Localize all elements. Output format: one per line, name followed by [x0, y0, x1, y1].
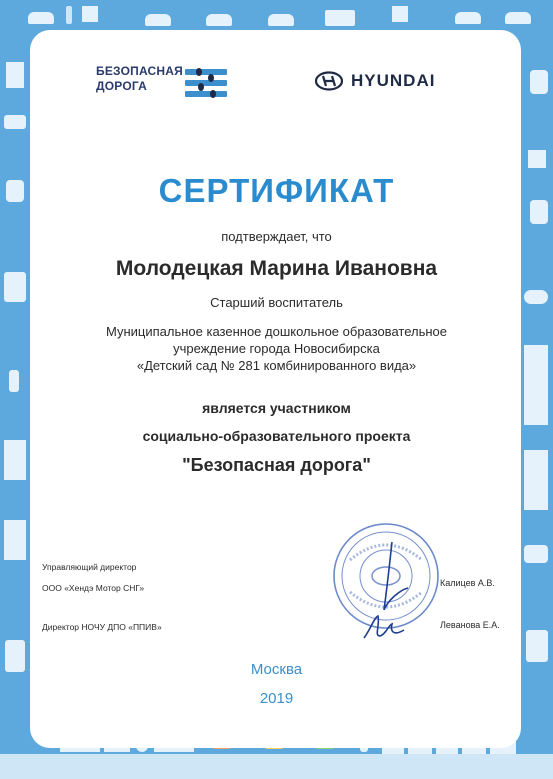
- car-icon: [268, 14, 294, 26]
- participant-text: является участником: [202, 400, 351, 416]
- ground-strip: [0, 754, 553, 779]
- recipient-name: Молодецкая Марина Ивановна: [115, 257, 438, 280]
- signer1-name: Калицев А.В.: [440, 578, 495, 588]
- certificate-sheet: [30, 30, 521, 748]
- project-logo: [96, 64, 183, 94]
- bus-icon: [4, 115, 26, 129]
- car-icon: [505, 12, 531, 24]
- tractor-icon: [524, 545, 548, 563]
- signer1-title-line2: ООО «Хендэ Мотор СНГ»: [42, 583, 145, 593]
- recipient-position: Старший воспитатель: [210, 295, 343, 310]
- signer1-title-line1: Управляющий директор: [42, 562, 137, 572]
- project-type: социально-образовательного проекта: [142, 428, 411, 444]
- bus-icon: [526, 630, 548, 662]
- footprints-logo-icon: [185, 66, 227, 100]
- hyundai-wordmark: HYUNDAI: [351, 71, 436, 90]
- car-icon: [28, 12, 54, 24]
- confirms-text: подтверждает, что: [221, 229, 332, 244]
- signer2-name: Леванова Е.А.: [440, 620, 500, 630]
- car-icon: [455, 12, 481, 24]
- hyundai-logo: [315, 71, 435, 91]
- project-logo-line1: БЕЗОПАСНАЯ: [96, 64, 183, 78]
- certificate-title: СЕРТИФИКАТ: [158, 172, 395, 209]
- building-icon: [6, 62, 24, 88]
- crosswalk-sign-icon: [82, 6, 98, 22]
- organization-line3: «Детский сад № 281 комбинированного вида»: [136, 358, 417, 373]
- organization-line1: Муниципальное казенное дошкольное образовательное: [105, 324, 447, 339]
- city: Москва: [250, 661, 303, 678]
- hyundai-emblem-icon: [315, 71, 343, 91]
- car-icon: [145, 14, 171, 26]
- project-logo-line2: ДОРОГА: [96, 79, 147, 93]
- car-icon: [206, 14, 232, 26]
- project-name: "Безопасная дорога": [182, 455, 371, 475]
- signer2-title: Директор НОЧУ ДПО «ППИВ»: [42, 622, 162, 632]
- truck-icon: [325, 10, 355, 26]
- crosswalk-sign-icon: [392, 6, 408, 22]
- house-icon: [4, 520, 26, 560]
- organization: [0, 323, 553, 374]
- traffic-light-icon: [66, 6, 72, 24]
- warning-sign-icon: [528, 150, 546, 168]
- signature-levanova: [360, 610, 410, 644]
- year: 2019: [259, 690, 294, 707]
- organization-line2: учреждение города Новосибирска: [173, 341, 380, 356]
- car-icon: [530, 70, 548, 94]
